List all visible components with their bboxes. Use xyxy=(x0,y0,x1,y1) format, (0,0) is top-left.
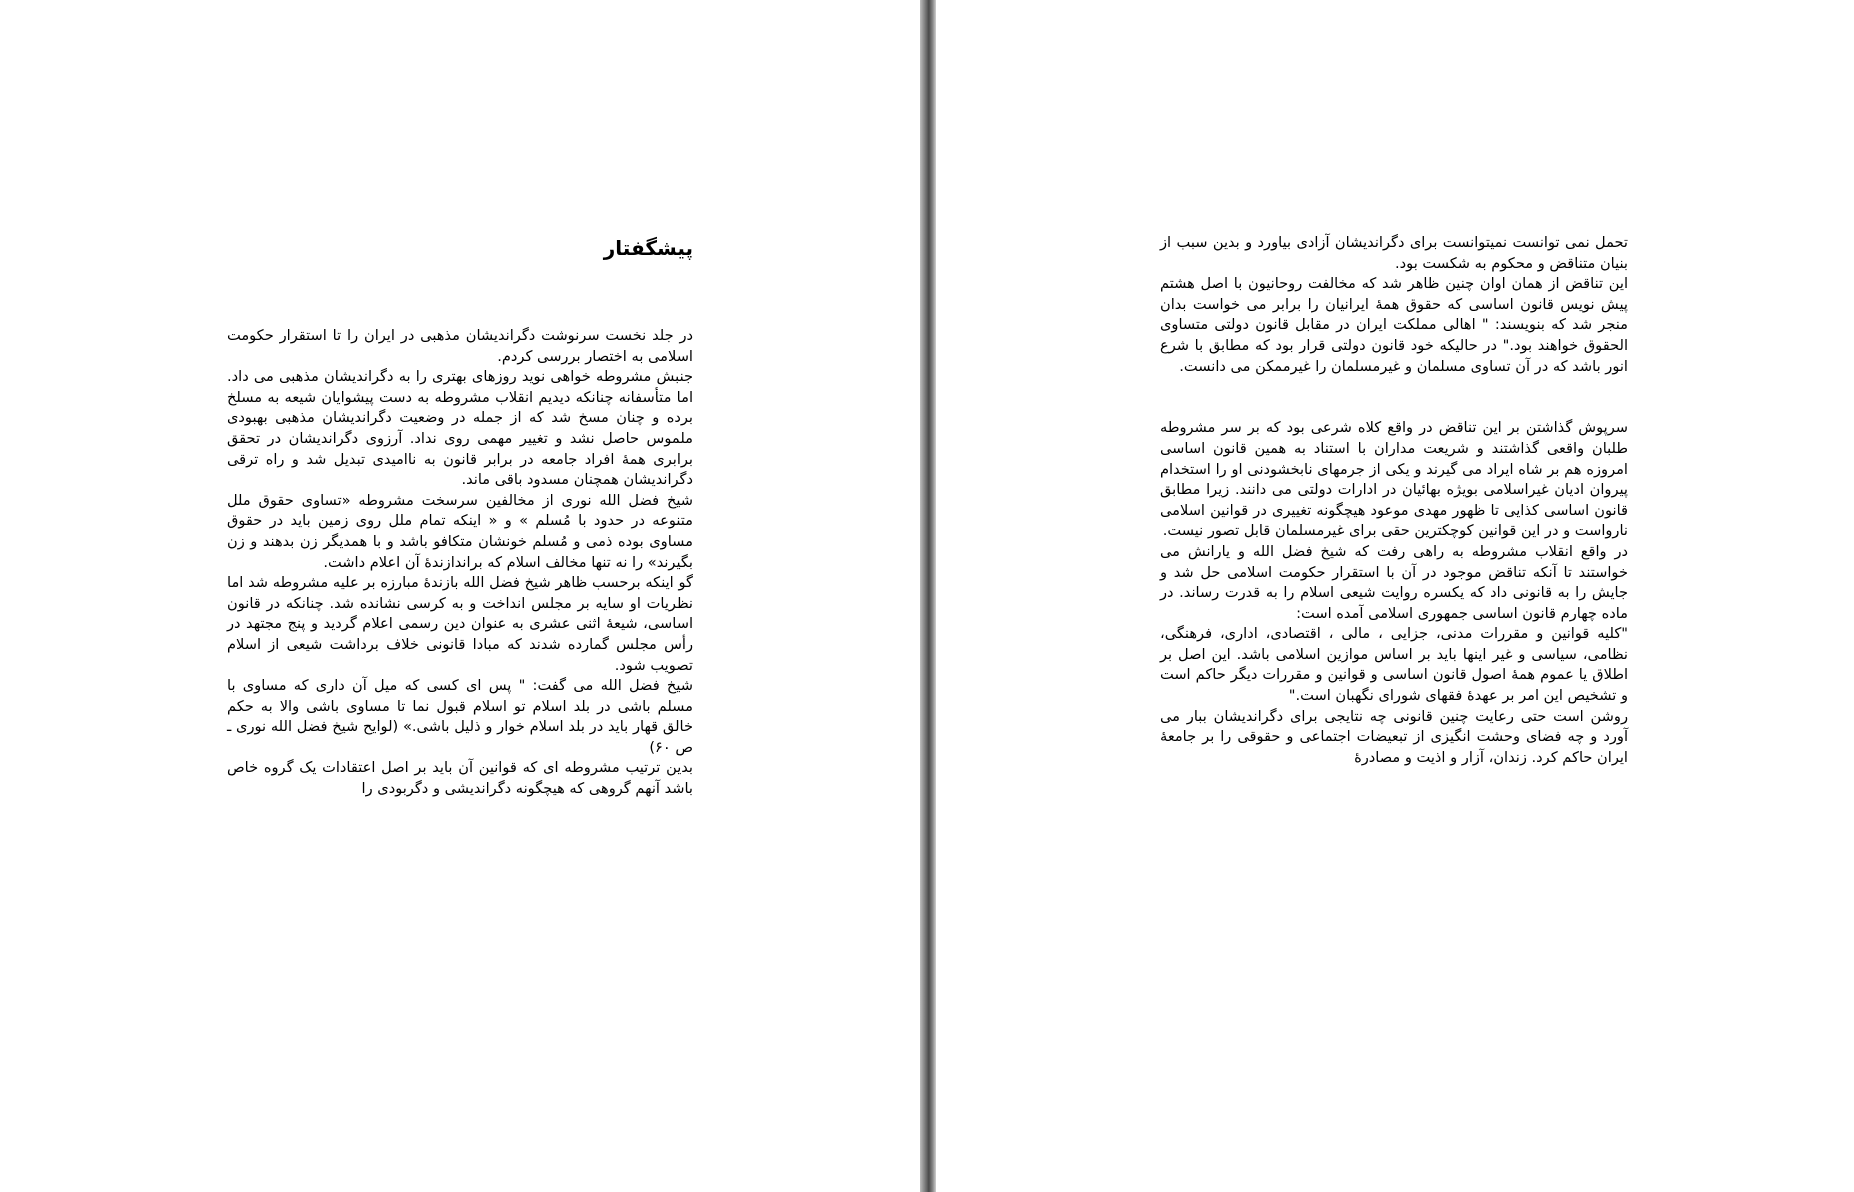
right-text-column xyxy=(1160,233,1628,768)
paragraph: "کلیه قوانین و مقررات مدنی، جزایی ، مالی ، اقتصادی، اداری، فرهنگی، نظامی، سیاسی و غیر اینها باید بر اساس موازین اسلامی باشد. این اصل بر اطلاق یا عموم همهٔ اصول قانون اساسی و قوانین و مقررات دیگر حاکم است و تشخیص این امر بر عهدهٔ فقهای شورای نگهبان است." xyxy=(1160,625,1628,705)
paragraph: بدین ترتیب مشروطه ای که قوانین آن باید بر اصل اعتقادات یک گروه خاص باشد آنهم گروهی که هیچگونه دگراندیشی و دگربودی را xyxy=(227,759,693,798)
paragraph: شیخ فضل الله می گفت: " پس ای کسی که میل آن داری که مساوی با مسلم باشی در بلد اسلام تو اسلام قبول نما تا مساوی باشی والا به حکم خالق قهار باید در بلد اسلام خوار و ذلیل باشی.» (لوایح شیخ فضل الله نوری ـ ص ۶۰) xyxy=(227,677,693,756)
paragraph: گو اینکه برحسب ظاهر شیخ فضل الله بازندهٔ مبارزه بر علیه مشروطه شد اما نظریات او سایه بر مجلس انداخت و به کرسی نشانده شد. چنانکه در قانون اساسی، شیعهٔ اثنی عشری به عنوان دین رسمی اعلام گردید و پنج مجتهد در رأس مجلس گمارده شدند که مبادا قانونی خلاف برداشت شیعی از اسلام تصویب شود. xyxy=(227,574,693,674)
paragraph: جنبش مشروطه خواهی نوید روزهای بهتری را به دگراندیشان مذهبی می داد. اما متأسفانه چنانکه دیدیم انقلاب مشروطه به دست پیشوایان شیعه به مسلخ برده و چنان مسخ شد که از جمله در وضعیت دگراندیشان مذهبی بهبودی ملموس حاصل نشد و تغییر مهمی روی نداد. آرزوی دگراندیشان در تحقق برابری همهٔ افراد جامعه در برابر قانون به ناامیدی تبدیل شد و راه ترقی دگراندیشان همچنان مسدود باقی ماند. xyxy=(227,368,693,489)
paragraph: شیخ فضل الله نوری از مخالفین سرسخت مشروطه «تساوی حقوق ملل متنوعه در حدود با مُسلم » و « اینکه تمام ملل روی زمین باید در حقوق مساوی بوده ذمی و مُسلم خونشان متکافو باشد و با همدیگر زن بدهند و زن بگیرند» را نه تنها مخالف اسلام که براندازندهٔ آن اعلام داشت. xyxy=(227,491,693,571)
paragraph: روشن است حتی رعایت چنین قانونی چه نتایجی برای دگراندیشان ببار می آورد و چه فضای وحشت انگیزی از تبعیضات اجتماعی و حقوقی را بر جامعهٔ ایران حاکم کرد. زندان، آزار و اذیت و مصادرهٔ xyxy=(1160,707,1628,766)
left-page xyxy=(0,0,920,1192)
paragraph: در واقع انقلاب مشروطه به راهی رفت که شیخ فضل الله و یارانش می خواستند تا آنکه تناقض موجود در آن با استقرار حکومت اسلامی حل شد و جایش را به قانونی داد که یکسره روایت شیعی اسلام را به قدرت رساند. در ماده چهارم قانون اساسی جمهوری اسلامی آمده است: xyxy=(1160,542,1628,622)
paragraph-spacer xyxy=(1160,398,1628,419)
paragraph-spacer xyxy=(1160,377,1628,398)
left-text-column xyxy=(227,326,693,800)
right-page xyxy=(936,0,1854,1192)
page-title: پیشگفتار xyxy=(603,236,693,260)
paragraph: این تناقض از همان اوان چنین ظاهر شد که مخالفت روحانیون با اصل هشتم پیش نویس قانون اساسی که حقوق همهٔ ایرانیان را برابر می خواست بدان منجر شد که بنویسند: " اهالی مملکت ایران در مقابل قانون دولتی متساوی الحقوق خواهند بود." در حالیکه خود قانون دولتی قرار بود که مطابق با شرع انور باشد که در آن تساوی مسلمان و غیرمسلمان را غیرممکن می دانست. xyxy=(1160,275,1628,375)
page-gutter xyxy=(920,0,936,1192)
paragraph: تحمل نمی توانست نمیتوانست برای دگراندیشان آزادی بیاورد و بدین سبب از بنیان متناقض و محکوم به شکست بود. xyxy=(1160,234,1628,272)
paragraph: در جلد نخست سرنوشت دگراندیشان مذهبی در ایران را تا استقرار حکومت اسلامی به اختصار بررسی کردم. xyxy=(227,327,693,365)
paragraph: سرپوش گذاشتن بر این تناقض در واقع کلاه شرعی بود که بر سر مشروطه طلبان واقعی گذاشتند و شریعت مداران با استناد به همین قانون اساسی امروزه هم بر شاه ایراد می گیرند و یکی از جرمهای نابخشودنی او را استخدام پیروان ادیان غیراسلامی بویژه بهائیان در ادارات دولتی می دانند. زیرا مطابق قانون اساسی کذایی تا ظهور مهدی موعود هیچگونه تغییری در قوانین اسلامی نارواست و در این قوانین کوچکترین حقی برای غیرمسلمان قابل تصور نیست. xyxy=(1160,419,1628,540)
